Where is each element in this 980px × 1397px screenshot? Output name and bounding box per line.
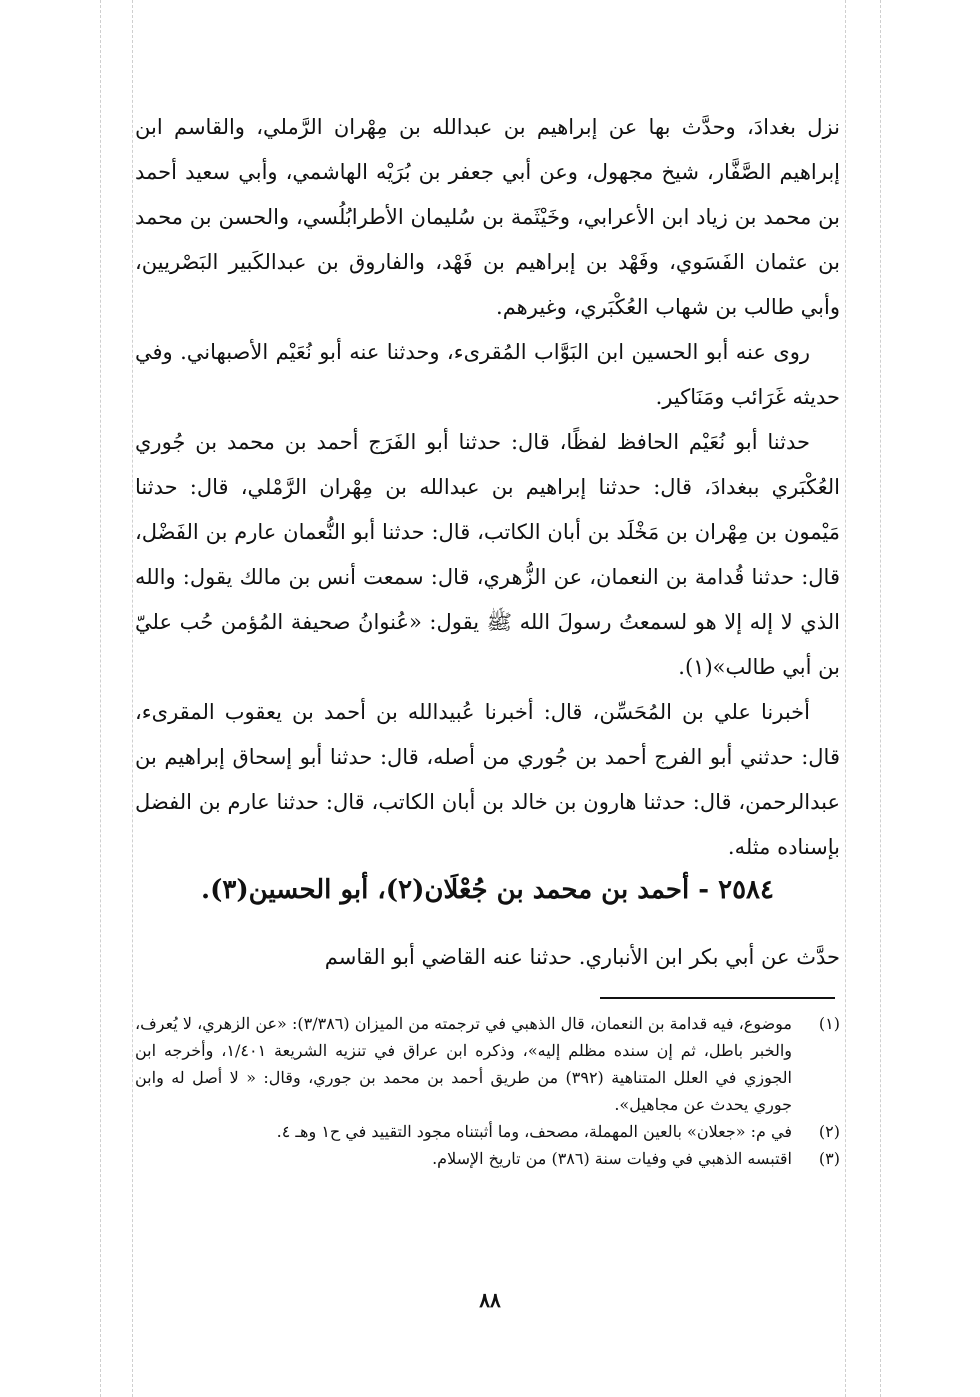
main-text <box>135 105 840 870</box>
paragraph-1: نزل بغدادَ، وحدَّث بها عن إبراهيم بن عبدالله بن مِهْران الرَّملي، والقاسم ابن إبراهيم الصَّفَّار، شيخ مجهول، وعن أبي جعفر بن بُرَيْه الهاشمي، وأبي سعيد أحمد بن محمد بن زياد ابن الأعرابي، وخَيْثَمة بن سُليمان الأطرابُلُسي، والحسن بن محمد بن عثمان الفَسَوي، وفَهْد بن إبراهيم بن فَهْد، والفاروق بن عبدالكَبير البَصْريين، وأبي طالب بن شهاب العُكْبَري، وغيرهم. <box>135 115 840 319</box>
footnote-2 <box>135 1118 840 1145</box>
paragraph-2: روى عنه أبو الحسين ابن البَوَّاب المُقرىء، وحدثنا عنه أبو نُعَيْم الأصبهاني. وفي حديثه غَرَائب ومَنَاكير. <box>135 340 840 409</box>
entry-heading: ٢٥٨٤ - أحمد بن محمد بن جُعْلَان(٢)، أبو الحسين(٣). <box>201 875 774 905</box>
scan-guide-line <box>132 0 133 1397</box>
footnote-text: في م: «جعلان» بالعين المهملة، مصحف، وما أثبتناه مجود التقييد في ح١ وهـ ٤. <box>276 1122 792 1141</box>
paragraph-3: حدثنا أبو نُعَيْم الحافظ لفظًا، قال: حدثنا أبو الفَرَج أحمد بن محمد بن جُوري العُكْبَري ببغدادَ، قال: حدثنا إبراهيم بن عبدالله بن مِهْران الرَّمْلي، قال: حدثنا مَيْمون بن مِهْران بن مَخْلَد بن أبان الكاتب، قال: حدثنا أبو النُّعمان عارم بن الفَضْل، قال: حدثنا قُدامة بن النعمان، عن الزُّهري، قال: سمعت أنس بن مالك يقول: والله الذي لا إله إلا هو لسمعتُ رسولَ الله ﷺ يقول: «عُنوانُ صحيفة المُؤمن حُب عليّ بن أبي طالب»(١). <box>135 430 840 679</box>
footnote-text: موضوع، فيه قدامة بن النعمان، قال الذهبي في ترجمته من الميزان (٣/٣٨٦): «عن الزهري، لا يُعرف، والخبر باطل، ثم إن سنده مظلم إليه»، وذكره ابن عراق في تنزيه الشريعة ١/٤٠١، وأخرجه ابن الجوزي في العلل المتناهية (٣٩٢) من طريق أحمد بن محمد بن جوري، وقال: « لا أصل له وابن جوري يحدث عن مجاهيل». <box>135 1014 793 1114</box>
page-number: ٨٨ <box>479 1288 501 1312</box>
footnote-number: (١) <box>818 1014 840 1033</box>
footnote-number: (٣) <box>818 1149 840 1168</box>
entry-text: حدَّث عن أبي بكر ابن الأنباري. حدثنا عنه القاضي أبو القاسم <box>324 945 840 969</box>
footnote-separator <box>600 997 835 999</box>
footnote-text: اقتبسه الذهبي في وفيات سنة (٣٨٦) من تاريخ الإسلام. <box>432 1149 792 1168</box>
scan-guide-line <box>100 0 101 1397</box>
scan-guide-line <box>845 0 846 1397</box>
scan-guide-line <box>880 0 881 1397</box>
footnotes <box>135 1010 840 1172</box>
footnote-number: (٢) <box>818 1122 840 1141</box>
footnote-1 <box>135 1010 840 1118</box>
paragraph-4: أخبرنا علي بن المُحَسِّن، قال: أخبرنا عُبيدالله بن أحمد بن يعقوب المقرىء، قال: حدثني أبو الفرج أحمد بن جُوري من أصله، قال: حدثنا أبو إسحاق إبراهيم بن عبدالرحمن، قال: حدثنا هارون بن خالد بن أبان الكاتب، قال: حدثنا عارم بن الفضل بإسناده مثله. <box>135 700 840 859</box>
footnote-3 <box>135 1145 840 1172</box>
